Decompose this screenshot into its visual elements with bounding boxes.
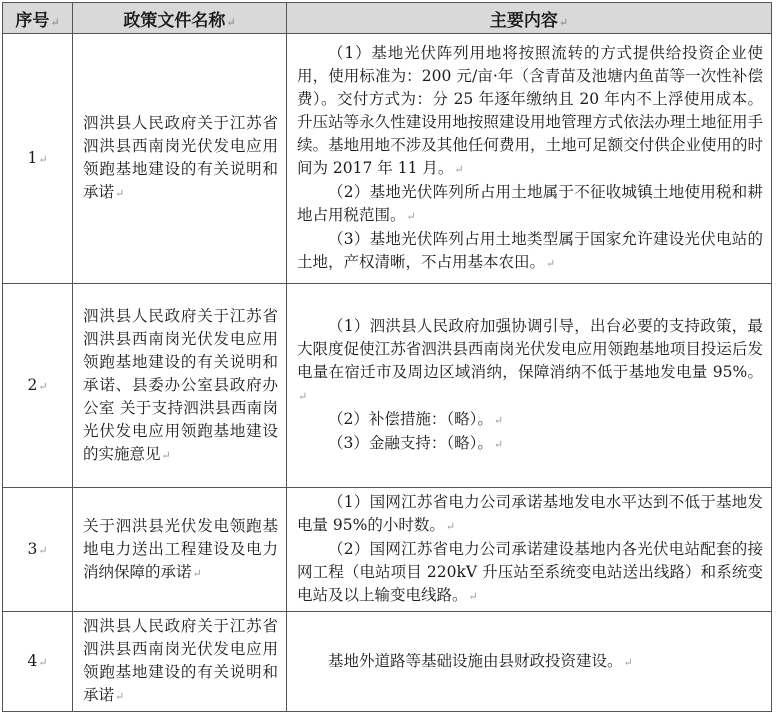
header-content [287,3,772,34]
header-content-label: 主要内容 [489,10,558,31]
paragraph-mark-icon: ↵ [115,690,125,703]
paragraph-mark-icon: ↵ [226,15,236,29]
table-row [3,612,772,712]
header-policy-label: 政策文件名称 [123,10,226,31]
row-index-cell [3,284,73,488]
content-paragraph [297,228,763,275]
row-index-cell [3,34,73,284]
content-text: （1）基地光伏阵列用地将按照流转的方式提供给投资企业使用，使用标准为：200 元/亩·年（含青苗及池塘内鱼苗等一次性补偿费）。交付方式为：分 25 年逐年缴纳且 20 年内不上浮使用成本。升压站等永久性建设用地按照建设用地管理方式依法办理土地征用手续。基地用地不涉及其他任何费用，土地可足额交付供企业使用的时间为 2017 年 11 月。 [297,44,763,177]
header-policy [73,3,287,34]
policy-name-cell [73,284,287,488]
content-cell [287,612,772,712]
paragraph-mark-icon: ↵ [50,15,60,29]
content-paragraph [297,432,763,456]
content-paragraph [297,538,763,608]
header-index [3,3,73,34]
policy-table [2,2,772,712]
content-paragraph [297,181,763,228]
content-cell [287,34,772,284]
policy-name: 关于泗洪县光伏发电领跑基地电力送出工程建设及电力消纳保障的承诺 [83,516,278,581]
policy-name-cell [73,488,287,612]
content-paragraph [297,650,763,674]
policy-name-cell [73,612,287,712]
content-text: （3）基地光伏阵列占用土地类型属于国家允许建设光伏电站的土地，产权清晰，不占用基本农田。 [297,230,763,271]
content-paragraph [297,315,763,408]
content-text: （3）金融支持：（略）。 [328,434,493,452]
table-row [3,488,772,612]
paragraph-mark-icon: ↵ [546,257,556,270]
paragraph-mark-icon: ↵ [468,590,478,603]
paragraph-mark-icon: ↵ [38,152,48,166]
content-paragraph [297,491,763,538]
paragraph-mark-icon: ↵ [558,15,569,29]
policy-name: 泗洪县人民政府关于江苏省泗洪县西南岗光伏发电应用领跑基地建设的有关说明和承诺、县委办公室县政府办公室 关于支持泗洪县西南岗光伏发电应用领跑基地建设的实施意见 [83,306,278,463]
policy-name-cell [73,34,287,284]
paragraph-mark-icon: ↵ [115,187,125,200]
paragraph-mark-icon: ↵ [406,210,416,223]
paragraph-mark-icon: ↵ [38,379,48,393]
row-index: 2 [27,375,38,394]
paragraph-mark-icon: ↵ [493,414,504,427]
content-text: （1）泗洪县人民政府加强协调引导，出台必要的支持政策，最大限度促使江苏省泗洪县西南岗光伏发电应用领跑基地项目投运后发电量在宿迁市及周边区域消纳，保障消纳不低于基地发电量 95%。 [297,317,763,381]
header-index-label: 序号 [15,10,50,31]
paragraph-mark-icon: ↵ [445,520,456,533]
row-index-cell [3,488,73,612]
table-row [3,284,772,488]
paragraph-mark-icon: ↵ [493,438,504,451]
table-row [3,34,772,284]
content-text: （2）国网江苏省电力公司承诺建设基地内各光伏电站配套的接网工程（电站项目 220kV 升压站至系统变电站送出线路）和系统变电站及以上输变电线路。 [297,540,763,604]
content-paragraph [297,408,763,432]
content-text: （2）补偿措施：（略）。 [328,410,493,428]
policy-name: 泗洪县人民政府关于江苏省泗洪县西南岗光伏发电应用领跑基地建设的有关说明和承诺 [83,617,278,704]
content-text: （2）基地光伏阵列所占用土地属于不征收城镇土地使用税和耕地占用税范围。 [297,183,763,224]
paragraph-mark-icon: ↵ [161,448,171,462]
table-header-row [3,3,772,34]
row-index: 1 [27,148,38,167]
paragraph-mark-icon: ↵ [454,163,464,176]
content-text: （1）国网江苏省电力公司承诺基地发电水平达到不低于基地发电量 95%的小时数。 [297,493,763,534]
content-text: 基地外道路等基础设施由县财政投资建设。 [328,651,623,670]
paragraph-mark-icon: ↵ [298,390,308,403]
content-cell [287,488,772,612]
row-index: 3 [27,539,38,558]
policy-name: 泗洪县人民政府关于江苏省泗洪县西南岗光伏发电应用领跑基地建设的有关说明和承诺 [83,114,278,201]
row-index-cell [3,612,73,712]
row-index: 4 [27,651,38,670]
content-paragraph [297,42,763,181]
paragraph-mark-icon: ↵ [38,655,48,669]
paragraph-mark-icon: ↵ [192,566,202,580]
content-cell [287,284,772,488]
paragraph-mark-icon: ↵ [38,543,48,557]
paragraph-mark-icon: ↵ [623,655,633,669]
